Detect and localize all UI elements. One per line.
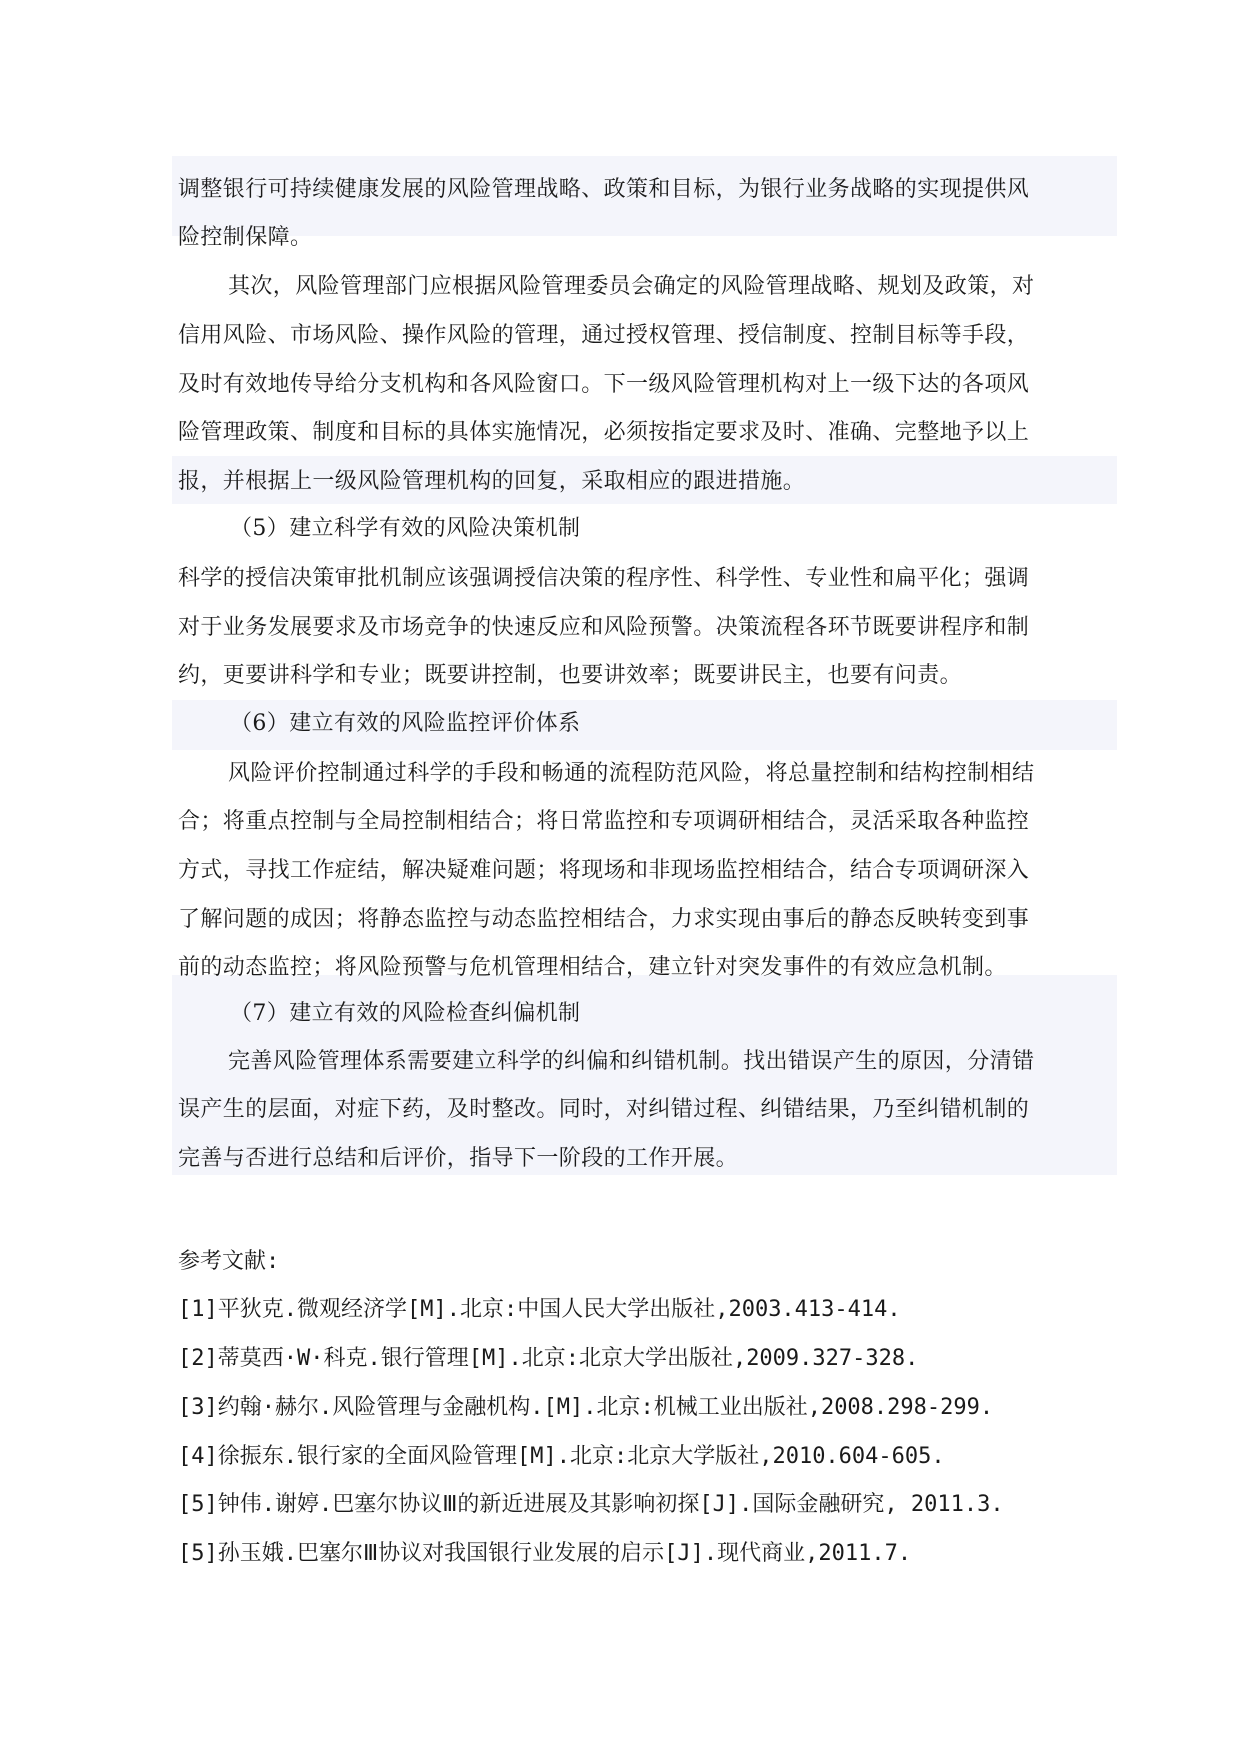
body-line: 其次，风险管理部门应根据风险管理委员会确定的风险管理战略、规划及政策，对	[228, 274, 1035, 299]
body-line: 报，并根据上一级风险管理机构的回复，采取相应的跟进措施。	[178, 469, 806, 494]
body-line: 对于业务发展要求及市场竞争的快速反应和风险预警。决策流程各环节既要讲程序和制	[178, 615, 1030, 640]
body-line: 信用风险、市场风险、操作风险的管理，通过授权管理、授信制度、控制目标等手段，	[178, 323, 1030, 348]
reference-item: [1]平狄克.微观经济学[M].北京:中国人民大学出版社,2003.413-414.	[178, 1297, 901, 1322]
body-line: 了解问题的成因；将静态监控与动态监控相结合，力求实现由事后的静态反映转变到事	[178, 907, 1030, 932]
reference-item: [2]蒂莫西·W·科克.银行管理[M].北京:北京大学出版社,2009.327-328.	[178, 1346, 919, 1371]
body-line: 科学的授信决策审批机制应该强调授信决策的程序性、科学性、专业性和扁平化；强调	[178, 566, 1030, 591]
section-heading-6: （6）建立有效的风险监控评价体系	[230, 711, 581, 736]
body-line: 约，更要讲科学和专业；既要讲控制，也要讲效率；既要讲民主，也要有问责。	[178, 663, 963, 688]
body-line: 前的动态监控；将风险预警与危机管理相结合，建立针对突发事件的有效应急机制。	[178, 955, 1007, 980]
reference-item: [5]钟伟.谢婷.巴塞尔协议Ⅲ的新近进展及其影响初探[J].国际金融研究, 2011.3.	[178, 1492, 1004, 1517]
body-line: 完善与否进行总结和后评价，指导下一阶段的工作开展。	[178, 1146, 739, 1171]
body-line: 及时有效地传导给分支机构和各风险窗口。下一级风险管理机构对上一级下达的各项风	[178, 372, 1030, 397]
body-line: 险管理政策、制度和目标的具体实施情况，必须按指定要求及时、准确、完整地予以上	[178, 420, 1030, 445]
reference-item: [5]孙玉娥.巴塞尔Ⅲ协议对我国银行业发展的启示[J].现代商业,2011.7.	[178, 1541, 912, 1566]
reference-item: [4]徐振东.银行家的全面风险管理[M].北京:北京大学版社,2010.604-605.	[178, 1444, 945, 1469]
body-line: 合；将重点控制与全局控制相结合；将日常监控和专项调研相结合，灵活采取各种监控	[178, 809, 1030, 834]
body-line: 风险评价控制通过科学的手段和畅通的流程防范风险，将总量控制和结构控制相结	[228, 761, 1035, 786]
body-line: 误产生的层面，对症下药，及时整改。同时，对纠错过程、纠错结果，乃至纠错机制的	[178, 1097, 1030, 1122]
body-line: 调整银行可持续健康发展的风险管理战略、政策和目标，为银行业务战略的实现提供风	[178, 177, 1030, 202]
body-line: 险控制保障。	[178, 225, 313, 250]
references-title: 参考文献:	[178, 1249, 280, 1274]
section-heading-5: （5）建立科学有效的风险决策机制	[230, 516, 581, 541]
body-line: 方式，寻找工作症结，解决疑难问题；将现场和非现场监控相结合，结合专项调研深入	[178, 858, 1030, 883]
reference-item: [3]约翰·赫尔.风险管理与金融机构.[M].北京:机械工业出版社,2008.298-299.	[178, 1395, 994, 1420]
body-line: 完善风险管理体系需要建立科学的纠偏和纠错机制。找出错误产生的原因，分清错	[228, 1049, 1035, 1074]
section-heading-7: （7）建立有效的风险检查纠偏机制	[230, 1001, 581, 1026]
